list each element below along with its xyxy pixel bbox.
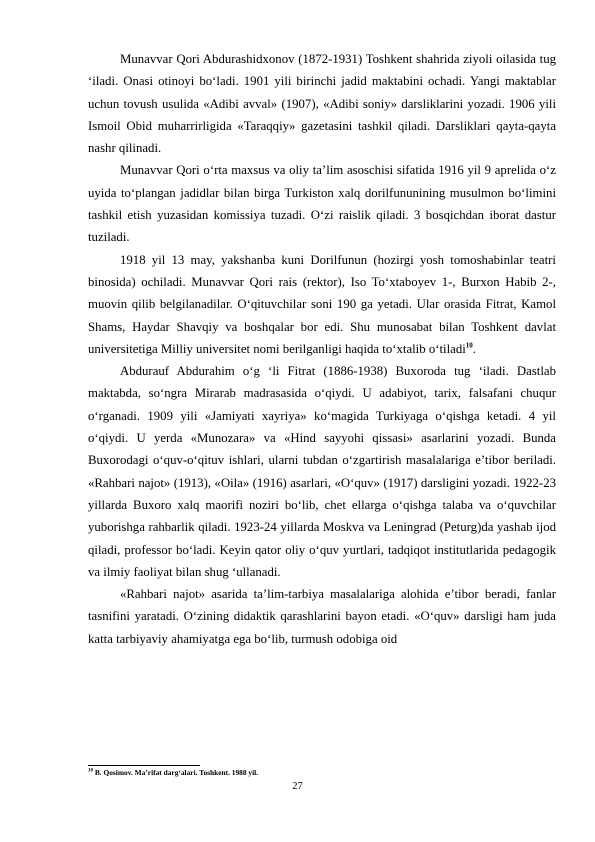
paragraph-dorilfunun-opening: [88, 249, 556, 360]
footnote-separator: [88, 765, 200, 766]
paragraph-fitrat-bio: Abdurauf Abdurahim o‘g ‘li Fitrat (1886-1938) Buxoroda tug ‘iladi. Dastlab maktabda, so‘ngra Mirarab madrasasida o‘qiydi. U adabiyot, tarix, falsafani chuqur o‘rganadi. 1909 yili «Jamiyati xayriya» ko‘magida Turkiyaga o‘qishga ketadi. 4 yil o‘qiydi. U yerda «Munozara» va «Hind sayyohi qissasi» asarlarini yozadi. Bunda Buxorodagi o‘quv-o‘qituv ishlari, ularni tubdan o‘zgartirish masalalariga e’tibor beriladi. «Rahbari najot» (1913), «Oila» (1916) asarlari, «O‘quv» (1917) darsligini yozadi. 1922-23 yillarda Buxoro xalq maorifi noziri bo‘lib, chet ellarga o‘qishga talaba va o‘quvchilar yuborishga rahbarlik qiladi. 1923-24 yillarda Moskva va Leningrad (Peturg)da yashab ijod qiladi, professor bo‘ladi. Keyin qator oliy o‘quv yurtlari, tadqiqot institutlarida pedagogik va ilmiy faoliyat bilan shug ‘ullanadi.: [88, 364, 556, 579]
body-text: [88, 48, 556, 650]
paragraph-dorilfunun-text: 1918 yil 13 may, yakshanba kuni Dorilfunun (hozirgi yosh tomoshabinlar teatri binosida) ochiladi. Munavvar Qori rais (rektor), Iso To‘xtaboyev 1-, Burxon Habib 2-, muovin qilib belgilanadilar. O‘qituvchilar soni 190 ga yetadi. Ular orasida Fitrat, Kamol Shams, Haydar Shavqiy va boshqalar bor edi. Shu munosabat bilan Toshkent davlat universitetiga Milliy universitet nomi berilganligi haqida to‘xtalib o‘tiladi: [88, 252, 556, 356]
footnote: [88, 768, 558, 778]
paragraph-munavvar-qori-commission: Munavvar Qori o‘rta maxsus va oliy ta’lim asoschisi sifatida 1916 yil 9 aprelida o‘z uyida to‘plangan jadidlar bilan birga Turkiston xalq dorilfununining musulmon bo‘limini tashkil etish yuzasidan komissiya tuzadi. O‘zi raislik qiladi. 3 bosqichdan iborat dastur tuziladi.: [88, 163, 556, 245]
footnote-reference-suffix: .: [472, 341, 476, 356]
footnote-reference[interactable]: 10: [465, 341, 473, 350]
paragraph-rahbari-najot: «Rahbari najot» asarida ta’lim-tarbiya masalalariga alohida e’tibor beradi, fanlar tasnifini yaratadi. O‘zining didaktik qarashlarini bayon etadi. «O‘quv» darsligi ham juda katta tarbiyaviy ahamiyatga ega bo‘lib, turmush odobiga oid: [88, 587, 556, 646]
footnote-marker: 10: [88, 768, 93, 774]
paragraph-munavvar-qori-bio: Munavvar Qori Abdurashidxonov (1872-1931) Toshkent shahrida ziyoli oilasida tug ‘iladi. Onasi otinoyi bo‘ladi. 1901 yili birinchi jadid maktabini ochadi. Yangi maktablar uchun tovush usulida «Adibi avval» (1907), «Adibi soniy» darsliklarini yozadi. 1906 yili Ismoil Obid muharrirligida «Taraqqiy» gazetasini tashkil qiladi. Darsliklari qayta-qayta nashr qilinadi.: [88, 52, 556, 156]
footnote-text: B. Qosimov. Ma’rifat darg‘alari. Toshkent. 1988 yil.: [93, 768, 259, 777]
page-number: 27: [292, 781, 303, 792]
